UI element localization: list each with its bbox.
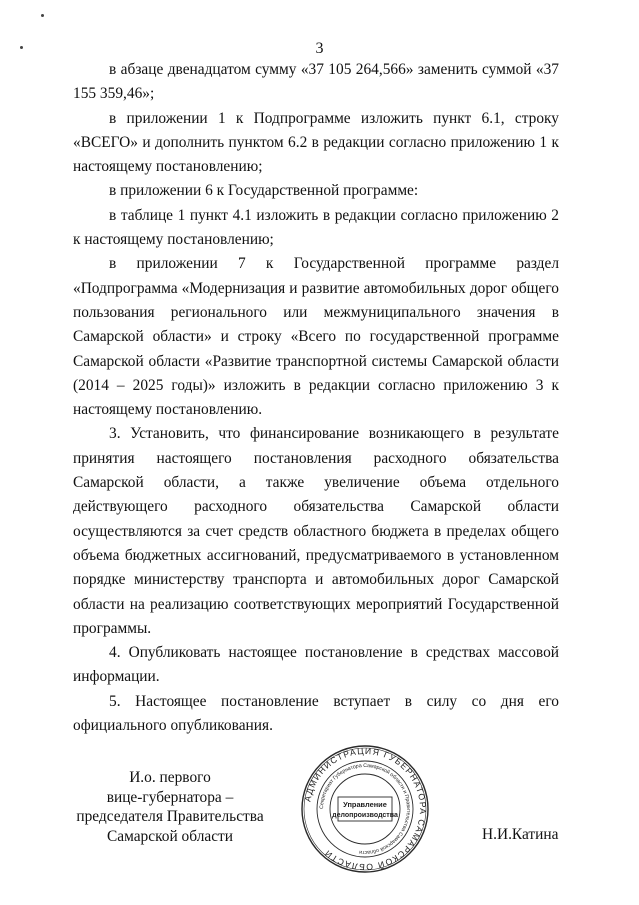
paragraph: 5. Настоящее постановление вступает в силу со дня его официального опубликования. [73, 692, 559, 735]
paragraph: в абзаце двенадцатом сумму «37 105 264,566» заменить суммой «37 155 359,46»; [73, 61, 559, 103]
paragraph: 3. Установить, что финансирование возникающего в результате принятия настоящего постановления расходного обязательства Самарской области, а также увеличение объема отдельного действующего расходного обязательства Самарской области осуществляются за счет средств областного бюджета в пределах общего объема бюджетных ассигнований, предусматриваемого в установленном порядке министерству транспорта и автомобильных дорог Самарской области на реализацию соответствующих мероприятий Государственной программы. [73, 425, 559, 637]
paragraph: 4. Опубликовать настоящее постановление в средствах массовой информации. [73, 644, 559, 686]
paragraph: в приложении 1 к Подпрограмме изложить пункт 6.1, строку «ВСЕГО» и дополнить пунктом 6.2 в редакции согласно приложению 1 к настоящему постановлению; [73, 109, 559, 176]
signatory-position-line: вице-губернатора – [106, 788, 234, 806]
paragraph: в приложении 6 к Государственной программе: [109, 182, 419, 200]
stamp-center-text: делопроизводства [332, 812, 398, 819]
signatory-position [60, 768, 280, 846]
page-number: 3 [315, 40, 324, 57]
stamp-center-text: Управление [343, 800, 387, 809]
signatory-position-line: И.о. первого [129, 769, 211, 786]
scan-speck [41, 14, 44, 17]
paragraph: в таблице 1 пункт 4.1 изложить в редакции согласно приложению 2 к настоящему постановлению; [73, 206, 559, 249]
paragraph: в приложении 7 к Государственной программе раздел «Подпрограмма «Модернизация и развитие автомобильных дорог общего пользования регионального или межмуниципального значения в Самарской области» и строку «Всего по государственной программе Самарской области «Развитие транспортной системы Самарской области (2014 – 2025 годы)» изложить в редакции согласно приложению 3 к настоящему постановлению. [73, 255, 559, 419]
signatory-position-line: председателя Правительства [76, 808, 264, 825]
document-body [73, 58, 559, 738]
stamp-inner-text: Секретариат Губернатора Самарской области и Правительства Самарской области [318, 762, 412, 856]
signatory-name: Н.И.Катина [482, 826, 559, 843]
signatory-position-line: Самарской области [106, 827, 233, 845]
official-stamp [300, 744, 430, 874]
stamp-outer-text: АДМИНИСТРАЦИЯ ГУБЕРНАТОРА САМАРСКОЙ ОБЛАСТИ [302, 745, 429, 873]
